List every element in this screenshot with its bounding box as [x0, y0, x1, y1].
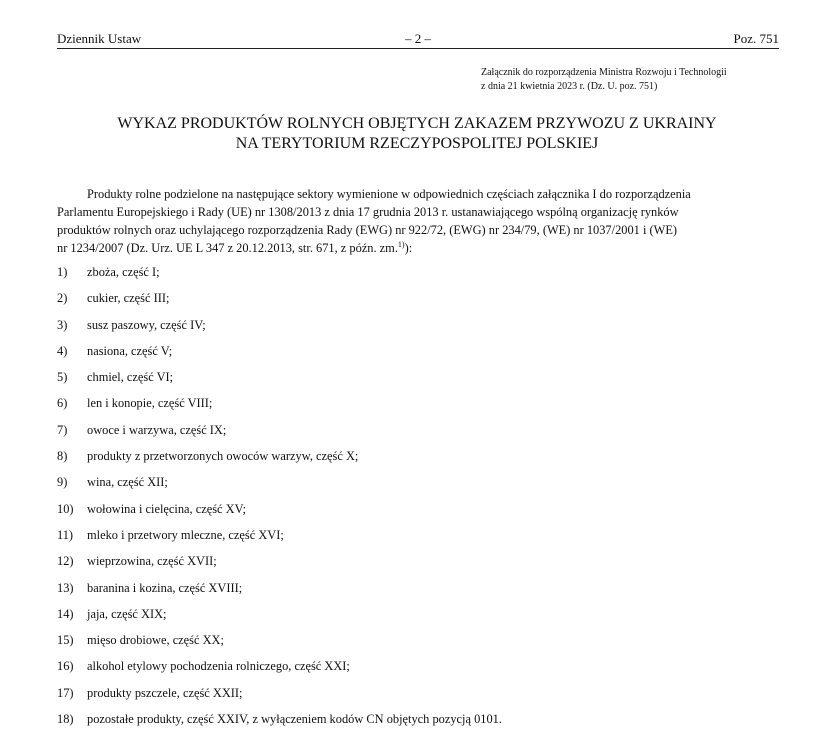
intro-line-2: Parlamentu Europejskiego i Rady (UE) nr 1308/2013 z dnia 17 grudnia 2013 r. ustanawiającego wspólną organizację rynków: [57, 205, 679, 219]
annex-line-2: z dnia 21 kwietnia 2023 r. (Dz. U. poz. 751): [481, 81, 658, 92]
list-item-text: owoce i warzywa, część IX;: [87, 422, 227, 437]
list-item-number: 6): [57, 396, 68, 411]
footnote-ref: 1): [397, 239, 405, 249]
journal-name: Dziennik Ustaw: [57, 31, 142, 46]
list-item-text: produkty z przetworzonych owoców warzyw, część X;: [87, 449, 359, 464]
list-item-text: jaja, część XIX;: [87, 606, 167, 621]
list-item: [57, 473, 782, 499]
position-number: Poz. 751: [733, 31, 779, 46]
list-item-number: 11): [57, 527, 74, 542]
list-item: [57, 657, 782, 683]
list-item: [57, 316, 782, 342]
list-item: [57, 263, 782, 289]
list-item-text: cukier, część III;: [87, 291, 170, 306]
list-item-text: pozostałe produkty, część XXIV, z wyłączeniem kodów CN objętych pozycją 0101.: [87, 712, 502, 727]
list-item-number: 7): [57, 422, 68, 437]
list-item: [57, 500, 782, 526]
list-item-number: 1): [57, 265, 68, 279]
document-title: [40, 114, 794, 154]
list-item-text: wołowina i cielęcina, część XV;: [87, 501, 247, 516]
list-item: [57, 421, 782, 447]
list-item: [57, 579, 782, 605]
list-item: [57, 342, 782, 368]
intro-line-1: Produkty rolne podzielone na następujące sektory wymienione w odpowiednich częściach załącznika I do rozporządzenia: [87, 187, 691, 201]
list-item-text: produkty pszczele, część XXII;: [87, 685, 243, 700]
list-item-text: mleko i przetwory mleczne, część XVI;: [87, 527, 284, 542]
annex-note: [481, 66, 801, 94]
list-item: [57, 447, 782, 473]
page-header: [57, 31, 779, 49]
annex-line-1: Załącznik do rozporządzenia Ministra Rozwoju i Technologii: [481, 67, 727, 78]
list-item-number: 16): [57, 659, 74, 674]
list-item-text: zboża, część I;: [87, 265, 160, 279]
list-item: [57, 289, 782, 315]
list-item-number: 5): [57, 370, 68, 385]
list-item-number: 18): [57, 712, 74, 727]
list-item: [57, 605, 782, 631]
list-item-number: 13): [57, 580, 74, 595]
list-item-number: 10): [57, 501, 74, 516]
list-item-number: 15): [57, 633, 74, 648]
list-item: [57, 710, 782, 736]
list-item-number: 4): [57, 343, 68, 358]
list-item: [57, 684, 782, 710]
list-item-number: 3): [57, 317, 68, 332]
list-item-text: len i konopie, część VIII;: [87, 396, 213, 411]
intro-line-4-end: ):: [404, 241, 413, 255]
list-item-text: susz paszowy, część IV;: [87, 317, 206, 332]
intro-paragraph: [57, 185, 782, 257]
product-sector-list: [57, 263, 782, 736]
list-item-text: wieprzowina, część XVII;: [87, 554, 217, 569]
list-item-text: nasiona, część V;: [87, 343, 173, 358]
list-item: [57, 631, 782, 657]
list-item-number: 14): [57, 606, 74, 621]
intro-line-4-text: nr 1234/2007 (Dz. Urz. UE L 347 z 20.12.2013, str. 671, z późn. zm.: [57, 241, 398, 255]
list-item: [57, 368, 782, 394]
list-item-text: chmiel, część VI;: [87, 370, 174, 385]
list-item-number: 17): [57, 685, 74, 700]
list-item-number: 8): [57, 449, 68, 464]
list-item-number: 12): [57, 554, 74, 569]
list-item: [57, 394, 782, 420]
title-line-2: NA TERYTORIUM RZECZYPOSPOLITEJ POLSKIEJ: [235, 135, 599, 152]
list-item: [57, 526, 782, 552]
list-item: [57, 552, 782, 578]
intro-line-3: produktów rolnych oraz uchylającego rozporządzenia Rady (EWG) nr 922/72, (EWG) nr 234/79, (WE) nr 1037/2001 i (WE): [57, 223, 678, 237]
list-item-number: 2): [57, 291, 68, 306]
page-number: – 2 –: [405, 31, 431, 46]
title-line-1: WYKAZ PRODUKTÓW ROLNYCH OBJĘTYCH ZAKAZEM PRZYWOZU Z UKRAINY: [117, 115, 717, 132]
intro-line-4: [57, 239, 782, 257]
list-item-text: alkohol etylowy pochodzenia rolniczego, część XXI;: [87, 659, 350, 674]
list-item-text: baranina i kozina, część XVIII;: [87, 580, 243, 595]
list-item-text: mięso drobiowe, część XX;: [87, 633, 224, 648]
list-item-number: 9): [57, 475, 68, 490]
list-item-text: wina, część XII;: [87, 475, 168, 490]
